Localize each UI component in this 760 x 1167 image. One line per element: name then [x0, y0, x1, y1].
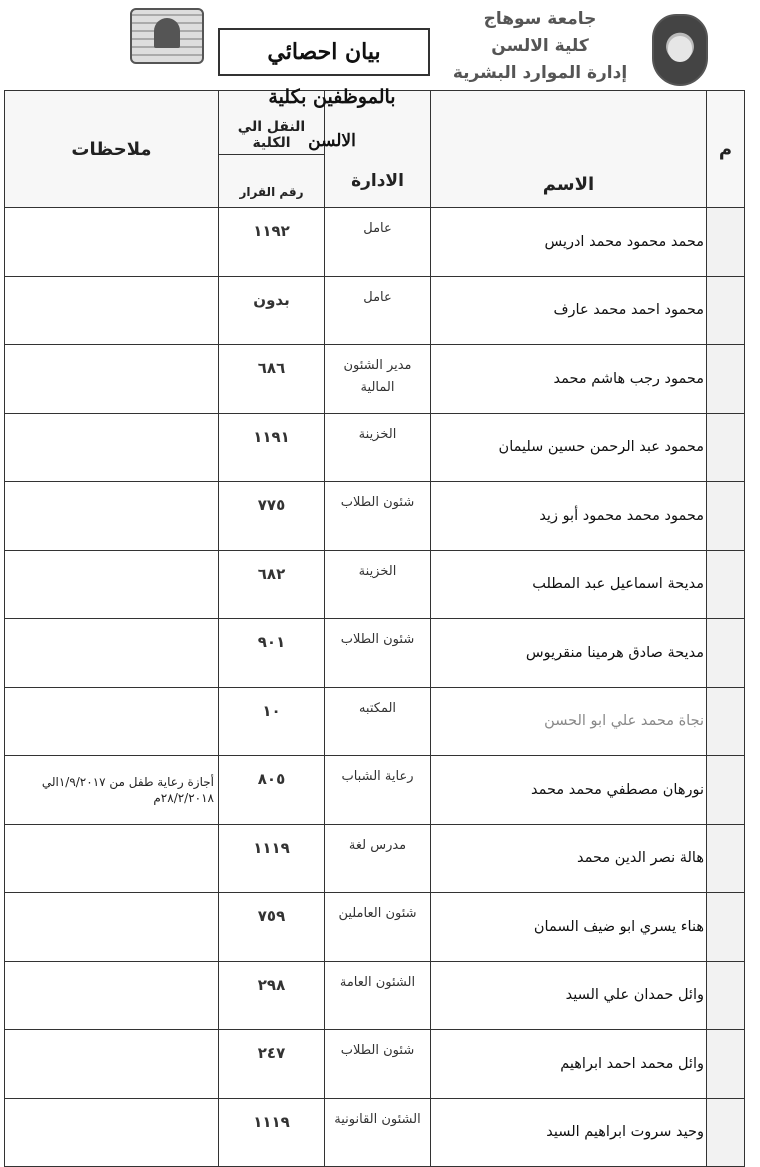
table-row — [5, 208, 745, 277]
table-row — [5, 550, 745, 619]
row-index-cell — [707, 824, 745, 893]
employee-department: شئون الطلاب — [325, 1030, 431, 1099]
row-index-cell — [707, 482, 745, 551]
employee-notes — [5, 619, 219, 688]
table-row — [5, 961, 745, 1030]
employee-notes — [5, 893, 219, 962]
table-row — [5, 687, 745, 756]
decision-number: ١٠ — [219, 687, 325, 756]
column-notes-header: ملاحظات — [5, 91, 219, 208]
row-index-cell — [707, 893, 745, 962]
employee-department: الشئون القانونية — [325, 1098, 431, 1167]
table-row — [5, 482, 745, 551]
table-row — [5, 345, 745, 414]
decision-number: ٧٥٩ — [219, 893, 325, 962]
table-subtitle — [232, 86, 432, 152]
employee-name: محمود احمد محمد عارف — [431, 276, 707, 345]
table-row — [5, 619, 745, 688]
employee-name: مديحة صادق هرمينا منقريوس — [431, 619, 707, 688]
employee-name: نجاة محمد علي ابو الحسن — [431, 687, 707, 756]
faculty-name: كلية الالسن — [491, 36, 589, 56]
table-row — [5, 824, 745, 893]
employee-name: مديحة اسماعيل عبد المطلب — [431, 550, 707, 619]
employee-department: الخزينة — [325, 550, 431, 619]
employee-department: مدرس لغة — [325, 824, 431, 893]
row-index-cell — [707, 550, 745, 619]
row-index-cell — [707, 208, 745, 277]
decision-number: ٦٨٢ — [219, 550, 325, 619]
table-row — [5, 893, 745, 962]
row-index-cell — [707, 1030, 745, 1099]
faculty-logo-icon — [130, 8, 204, 64]
decision-number: ١١١٩ — [219, 824, 325, 893]
employee-department: شئون العاملين — [325, 893, 431, 962]
employee-department: شئون الطلاب — [325, 619, 431, 688]
employee-notes — [5, 1030, 219, 1099]
employee-department: مدير الشئون المالية — [325, 345, 431, 414]
decision-number: ٦٨٦ — [219, 345, 325, 414]
decision-number: ٢٩٨ — [219, 961, 325, 1030]
row-index-cell — [707, 619, 745, 688]
column-index-header: م — [707, 91, 745, 208]
employee-department: عامل — [325, 276, 431, 345]
organization-lines — [440, 6, 640, 87]
employee-notes — [5, 413, 219, 482]
employee-name: هناء يسري ابو ضيف السمان — [431, 893, 707, 962]
row-index-cell — [707, 276, 745, 345]
decision-number: ١١٩١ — [219, 413, 325, 482]
employee-notes — [5, 482, 219, 551]
employee-department: شئون الطلاب — [325, 482, 431, 551]
employee-name: محمد محمود محمد ادريس — [431, 208, 707, 277]
employee-department: عامل — [325, 208, 431, 277]
employee-name: وائل حمدان علي السيد — [431, 961, 707, 1030]
table-row — [5, 1098, 745, 1167]
employee-name: محمود عبد الرحمن حسين سليمان — [431, 413, 707, 482]
employee-name: محمود رجب هاشم محمد — [431, 345, 707, 414]
table-row — [5, 756, 745, 825]
employee-notes — [5, 687, 219, 756]
column-name-header: الاسم — [431, 91, 707, 208]
department-name: إدارة الموارد البشرية — [452, 63, 628, 83]
row-index-cell — [707, 1098, 745, 1167]
employee-name: نورهان مصطفي محمد محمد — [431, 756, 707, 825]
row-index-cell — [707, 961, 745, 1030]
employee-notes — [5, 208, 219, 277]
decision-number: ٩٠١ — [219, 619, 325, 688]
decision-number: ١١٩٢ — [219, 208, 325, 277]
employee-notes: أجازة رعاية طفل من ١/٩/٢٠١٧الي ٢٨/٢/٢٠١٨م — [5, 756, 219, 825]
university-seal-icon — [652, 14, 708, 86]
employee-department: الشئون العامة — [325, 961, 431, 1030]
subtitle-line-2: الالسن — [308, 131, 356, 151]
decision-number: بدون — [219, 276, 325, 345]
employee-department: رعاية الشباب — [325, 756, 431, 825]
document-header — [0, 0, 760, 95]
employee-notes — [5, 1098, 219, 1167]
decision-number: ٨٠٥ — [219, 756, 325, 825]
column-dept-header: الادارة — [325, 91, 431, 208]
row-index-cell — [707, 345, 745, 414]
employee-department: المكتبه — [325, 687, 431, 756]
employee-notes — [5, 345, 219, 414]
transfer-label: النقل الي الكلية — [219, 99, 324, 155]
employee-department: الخزينة — [325, 413, 431, 482]
subtitle-line-1: بالموظفين بكلية — [268, 86, 396, 108]
employee-notes — [5, 276, 219, 345]
table-row — [5, 413, 745, 482]
decision-number: ٢٤٧ — [219, 1030, 325, 1099]
table-row — [5, 276, 745, 345]
table-row — [5, 1030, 745, 1099]
employee-name: هالة نصر الدين محمد — [431, 824, 707, 893]
decision-number: ١١١٩ — [219, 1098, 325, 1167]
employee-name: وائل محمد احمد ابراهيم — [431, 1030, 707, 1099]
decision-number-label: رقم القرار — [239, 185, 304, 199]
row-index-cell — [707, 756, 745, 825]
decision-number: ٧٧٥ — [219, 482, 325, 551]
employee-notes — [5, 824, 219, 893]
employees-table — [4, 90, 745, 1167]
row-index-cell — [707, 413, 745, 482]
employee-notes — [5, 961, 219, 1030]
employee-notes — [5, 550, 219, 619]
row-index-cell — [707, 687, 745, 756]
employee-name: محمود محمد محمود أبو زيد — [431, 482, 707, 551]
university-name: جامعة سوهاج — [483, 9, 597, 29]
document-title: بيان احصائي — [218, 28, 430, 76]
employee-name: وحيد سروت ابراهيم السيد — [431, 1098, 707, 1167]
